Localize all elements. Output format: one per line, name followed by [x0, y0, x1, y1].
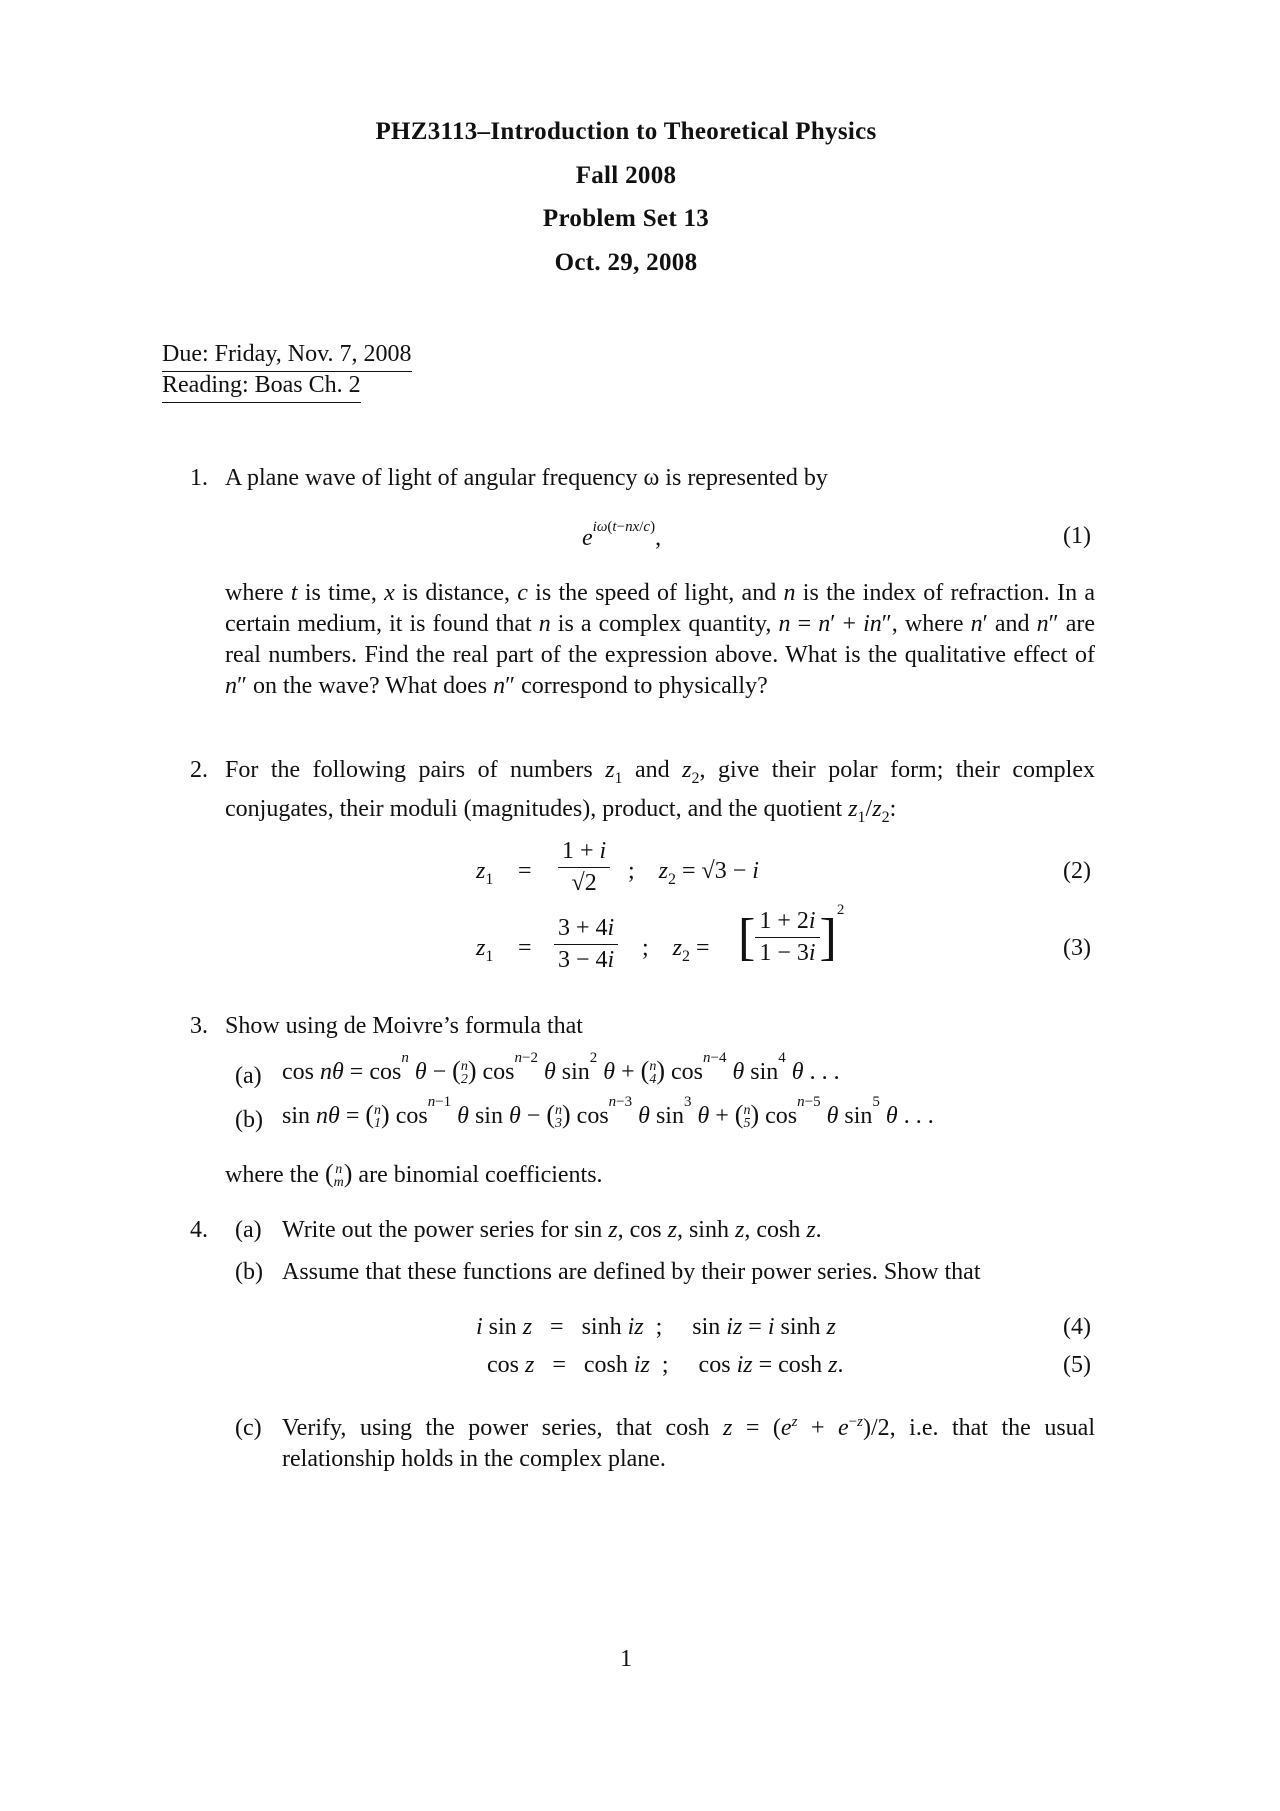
- issue-date: Oct. 29, 2008: [554, 249, 698, 276]
- equation-2-fraction: $\frac{1 + i}{√2}$: [558, 838, 610, 897]
- equation-2-lhs: $z_1$: [476, 858, 494, 888]
- equation-4-label: (4): [1063, 1314, 1091, 1340]
- problem-4c-label: (c): [235, 1415, 262, 1441]
- equation-3-fraction: $\frac{3 + 4i}{3 - 4i}$: [554, 915, 618, 974]
- problem-3-intro: Show using de Moivre’s formula that: [225, 1013, 583, 1039]
- problem-set-title: Problem Set 13: [542, 205, 710, 232]
- problem-4b-text: Assume that these functions are defined by their power series. Show that: [282, 1259, 981, 1285]
- problem-1-body: where t is time, x is distance, c is the speed of light, and n is the index of refraction. In a certain medium, it is found that n is a complex quantity, n = n′ + in″, where n′ and n″ are real numbers. Find the real part of the expression above. What is the qualitative effect of n″ on the wave? What does n″ correspond to physically?: [225, 580, 1096, 699]
- term: Fall 2008: [575, 162, 677, 189]
- problem-3-number: 3.: [190, 1013, 208, 1039]
- equation-5-label: (5): [1063, 1352, 1091, 1378]
- equation-3-rhs-prefix: ; $z_2$ =: [642, 935, 710, 965]
- reading-assignment: Reading: Boas Ch. 2: [162, 370, 361, 403]
- equation-3-label: (3): [1063, 935, 1091, 961]
- equation-4: i sin z = sinh iz ; sin iz = i sinh z: [476, 1314, 836, 1340]
- problem-3b-label: (b): [235, 1107, 263, 1133]
- equation-2-label: (2): [1063, 858, 1091, 884]
- equation-5: cos z = cosh iz ; cos iz = cosh z.: [487, 1352, 844, 1378]
- problem-1-intro: A plane wave of light of angular frequency ω is represented by: [225, 465, 828, 491]
- page-number: 1: [620, 1646, 632, 1672]
- equation-3-lhs: $z_1$: [476, 935, 494, 965]
- due-date: Due: Friday, Nov. 7, 2008: [162, 339, 412, 372]
- problem-4c-text: Verify, using the power series, that $\cosh z = (e^z + e^{-z})/2$, i.e. that the usual relationship holds in the complex plane.: [282, 1414, 1095, 1472]
- problem-3b-formula: sin nθ = (n 1) $\cos^{n-1} \theta$ sin θ − (n 3) $\cos^{n-3} \theta$ $\sin^3 \theta + (n$ 5) $\cos^{n-5} \theta$ $\sin^5 \theta$ . . .: [282, 1094, 934, 1132]
- problem-3-note: where the ( n m) are binomial coefficients.: [225, 1159, 603, 1191]
- problem-1-number: 1.: [190, 465, 208, 491]
- problem-4a-text: Write out the power series for sin z, cos z, sinh z, cosh z.: [282, 1217, 822, 1243]
- equation-3-equals: =: [518, 935, 532, 961]
- equation-3-bracket: [ $\frac{1 + 2i}{1 - 3i}$ ]$^2$: [738, 902, 845, 966]
- course-title: PHZ3113–Introduction to Theoretical Physics: [375, 118, 877, 145]
- problem-4a-label: (a): [235, 1217, 262, 1243]
- problem-4-number: 4.: [190, 1217, 208, 1243]
- problem-2-number: 2.: [190, 757, 208, 783]
- equation-2-rhs: ; $z_2 = √3 - i$: [628, 858, 759, 888]
- problem-4b-label: (b): [235, 1259, 263, 1285]
- problem-2-body: For the following pairs of numbers $z_1$ and $z_2$, give their polar form; their complex conjugates, their moduli (magnitudes), product, and the quotient $z_1/z_2$:: [225, 757, 1095, 826]
- equation-1: $e^{i\omega(t-nx/c)}$,: [582, 519, 662, 551]
- equation-2-equals: =: [518, 858, 532, 884]
- problem-3a-formula: $\cos n\theta = \cos^n \theta - (n$ 2) $\cos^{n-2} \theta$ $\sin^2 \theta + (n$ 4) $\cos^{n-4} \theta$ $\sin^4 \theta$ . . .: [282, 1050, 840, 1088]
- problem-3a-label: (a): [235, 1063, 262, 1089]
- equation-1-label: (1): [1063, 523, 1091, 549]
